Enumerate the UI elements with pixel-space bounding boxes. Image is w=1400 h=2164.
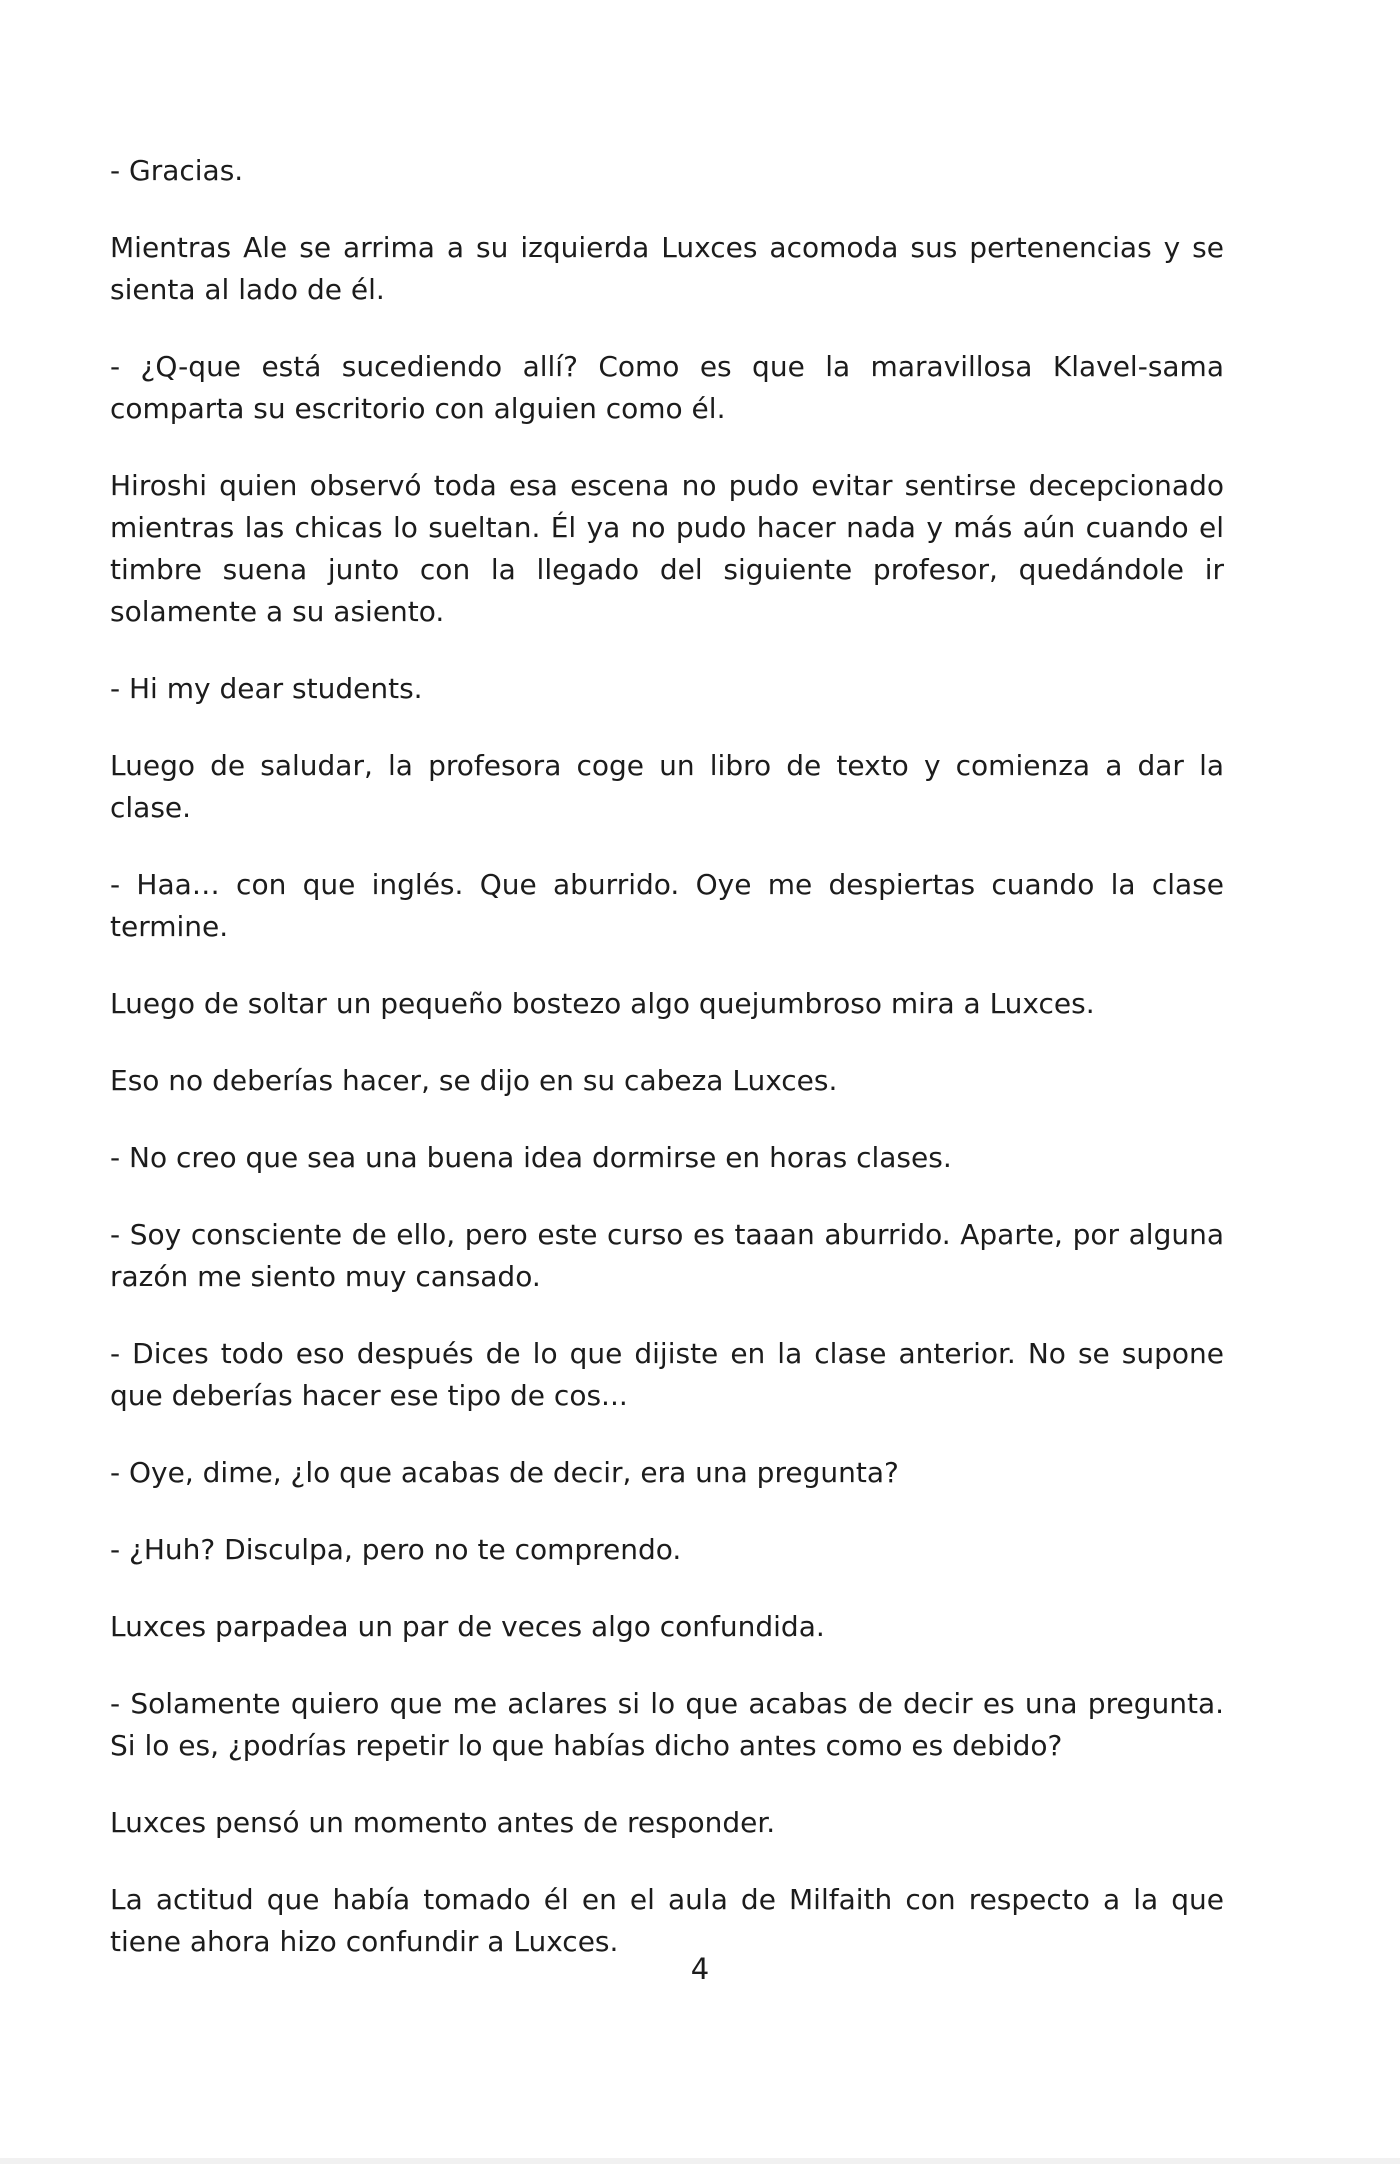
paragraph: Luego de saludar, la profesora coge un libro de texto y comienza a dar la clase.: [110, 749, 1224, 824]
paragraph: - Hi my dear students.: [110, 672, 423, 705]
paragraph: - Haa… con que inglés. Que aburrido. Oye me despiertas cuando la clase termine.: [110, 868, 1224, 943]
paragraph: Luego de soltar un pequeño bostezo algo quejumbroso mira a Luxces.: [110, 987, 1095, 1020]
paragraph: La actitud que había tomado él en el aula de Milfaith con respecto a la que tiene ahora hizo confundir a Luxces.: [110, 1883, 1224, 1958]
paragraph: - Solamente quiero que me aclares si lo que acabas de decir es una pregunta. Si lo es, ¿podrías repetir lo que habías dicho antes como es debido?: [110, 1687, 1224, 1762]
paragraph: - Gracias.: [110, 154, 244, 187]
paragraph: Mientras Ale se arrima a su izquierda Luxces acomoda sus pertenencias y se sienta al lado de él.: [110, 231, 1224, 306]
paragraph: - Oye, dime, ¿lo que acabas de decir, era una pregunta?: [110, 1456, 899, 1489]
paragraph: - ¿Huh? Disculpa, pero no te comprendo.: [110, 1533, 682, 1566]
paragraph: Luxces parpadea un par de veces algo confundida.: [110, 1610, 825, 1643]
paragraph: - Dices todo eso después de lo que dijiste en la clase anterior. No se supone que deberías hacer ese tipo de cos...: [110, 1337, 1224, 1412]
paragraph: - No creo que sea una buena idea dormirse en horas clases.: [110, 1141, 952, 1174]
paragraph: - Soy consciente de ello, pero este curso es taaan aburrido. Aparte, por alguna razón me siento muy cansado.: [110, 1218, 1224, 1293]
paragraph: Eso no deberías hacer, se dijo en su cabeza Luxces.: [110, 1064, 838, 1097]
page-number: 4: [690, 1952, 710, 1986]
paragraph: Hiroshi quien observó toda esa escena no pudo evitar sentirse decepcionado mientras las chicas lo sueltan. Él ya no pudo hacer nada y más aún cuando el timbre suena junto con la llegado del siguiente profesor, quedándole ir solamente a su asiento.: [110, 469, 1224, 628]
body-text: [110, 150, 1224, 1998]
page-bottom-edge: [0, 2158, 1400, 2164]
paragraph: - ¿Q-que está sucediendo allí? Como es que la maravillosa Klavel-sama comparta su escritorio con alguien como él.: [110, 350, 1224, 425]
paragraph: Luxces pensó un momento antes de responder.: [110, 1806, 776, 1839]
